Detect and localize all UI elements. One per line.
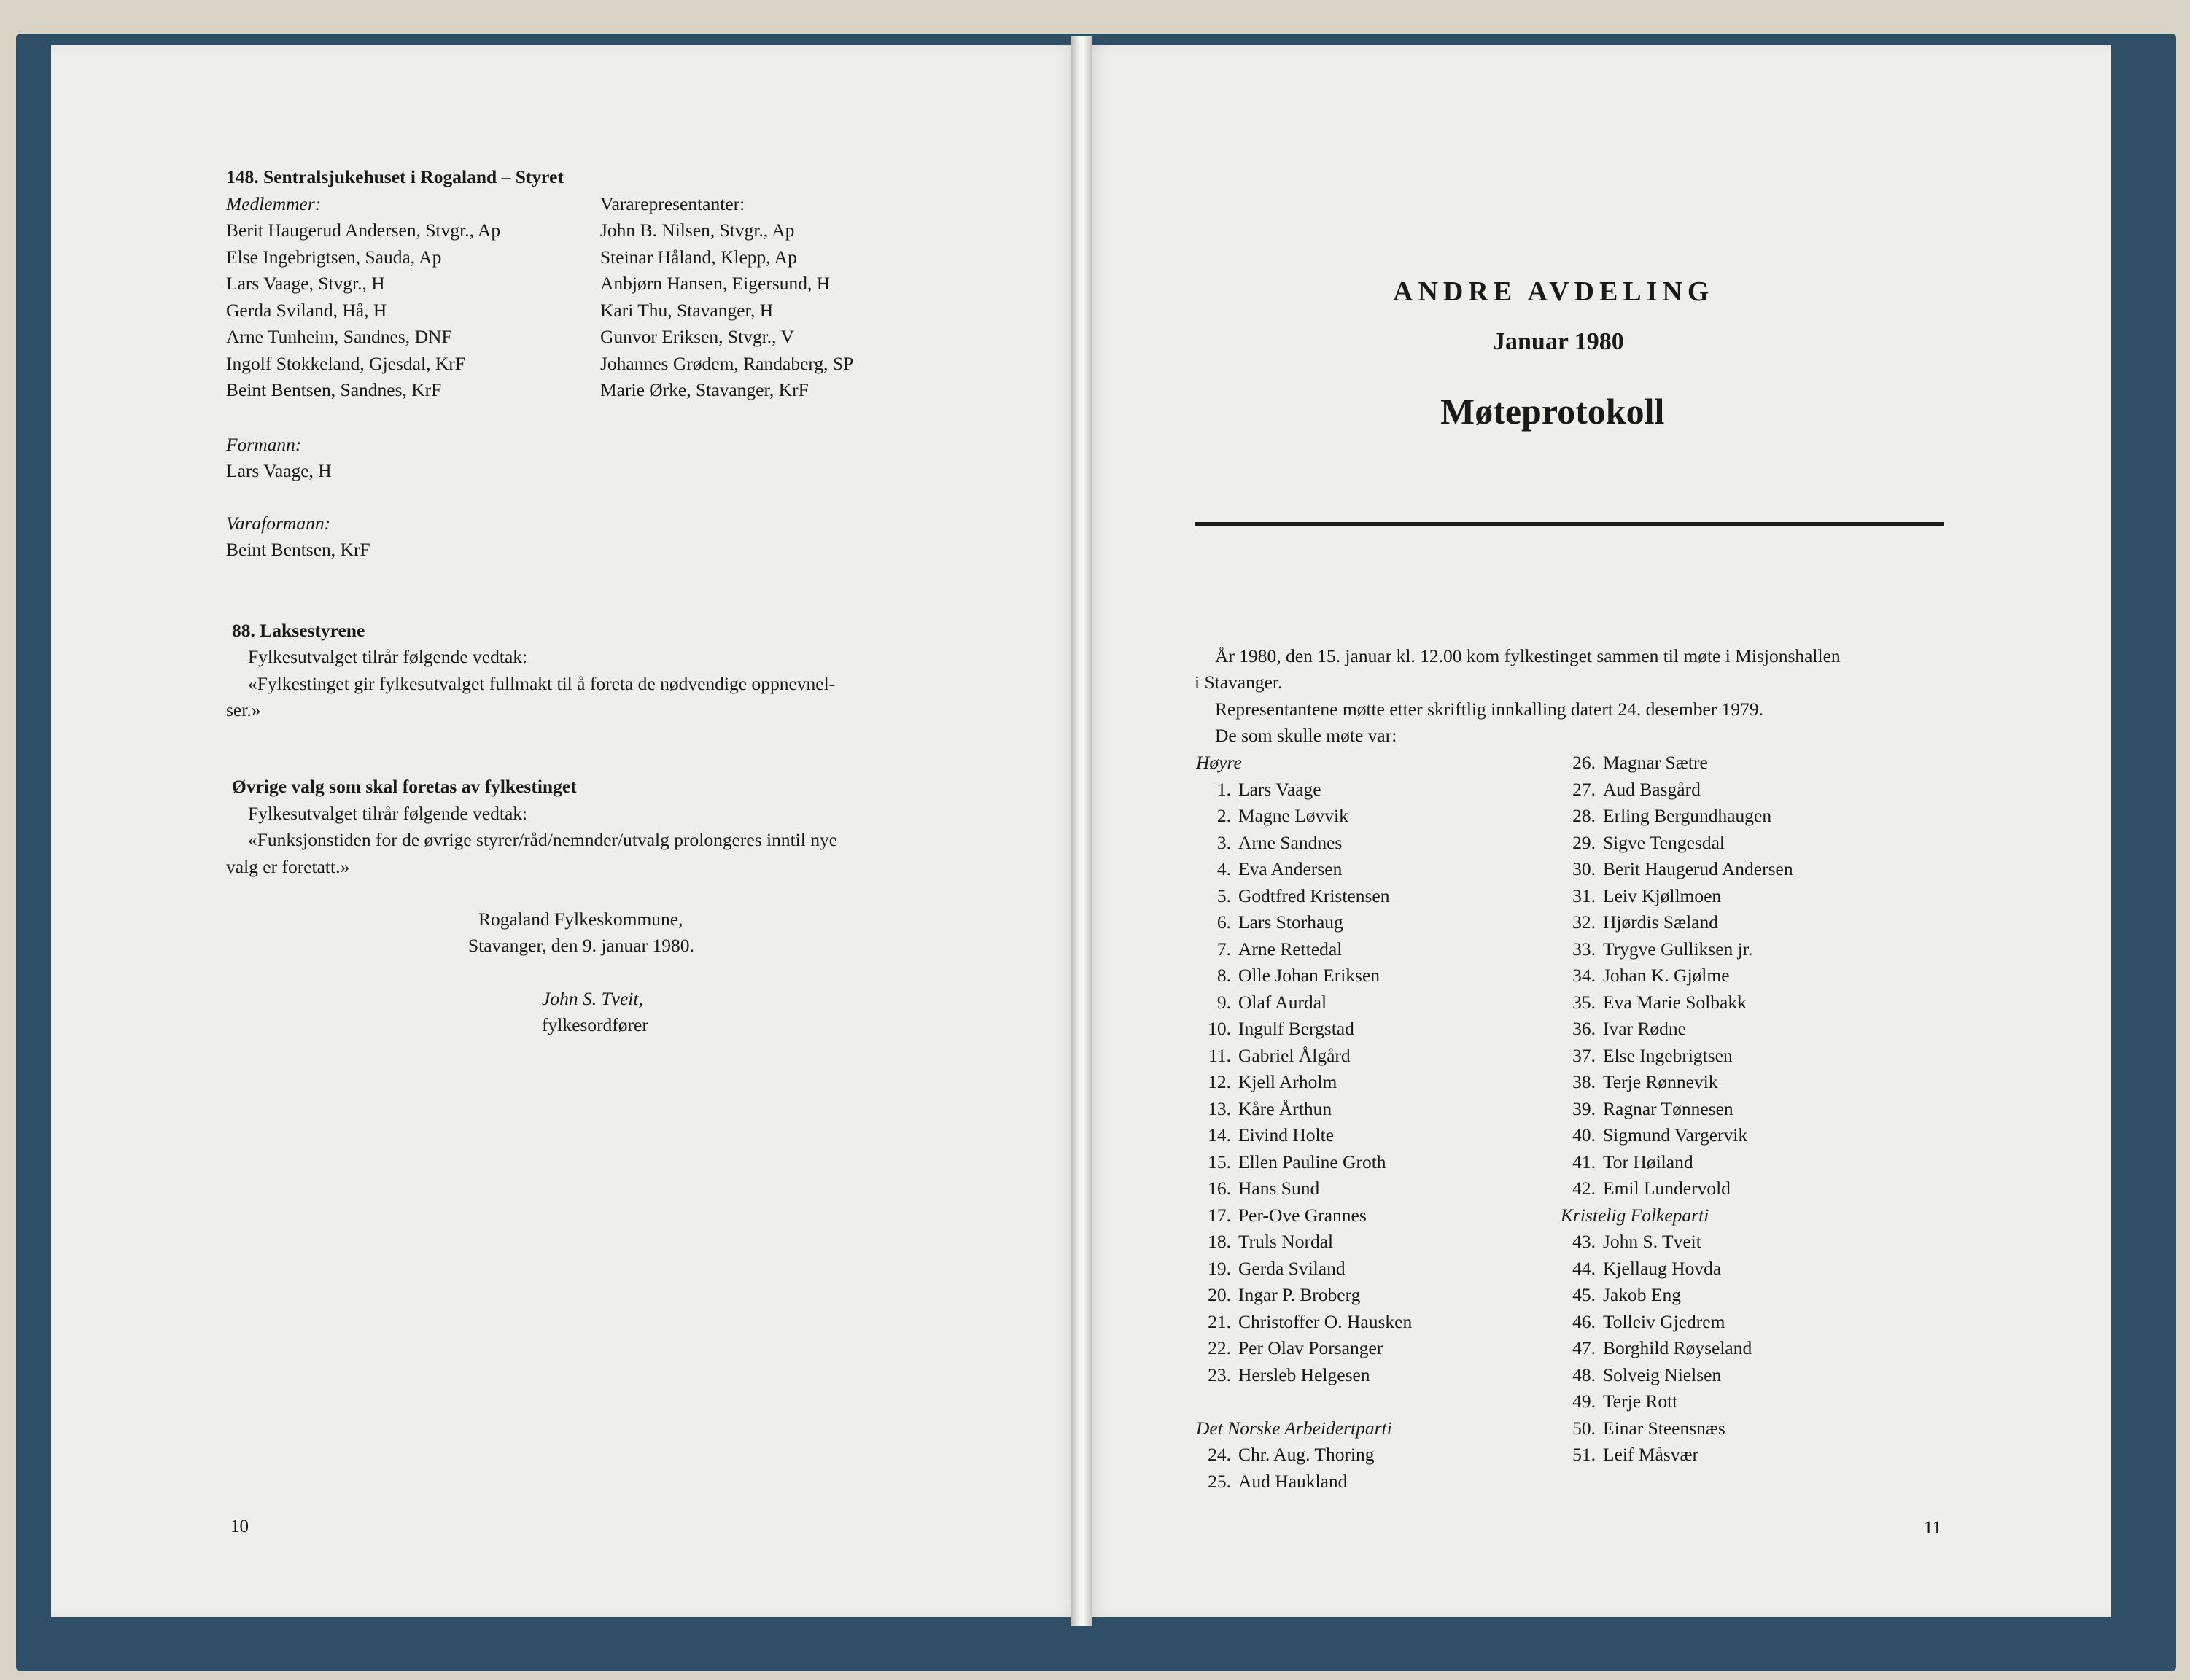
members-label: Medlemmer: bbox=[226, 193, 322, 214]
representative-row bbox=[1561, 1043, 1793, 1070]
member: Gerda Sviland, Hå, H bbox=[226, 299, 387, 321]
ovrige-line: valg er foretatt.» bbox=[226, 856, 350, 877]
representative-name: Leif Måsvær bbox=[1603, 1444, 1699, 1465]
representative-row bbox=[1561, 1442, 1793, 1469]
representative-name: Kjell Arholm bbox=[1238, 1071, 1337, 1092]
representative-row bbox=[1196, 777, 1412, 804]
representative-row bbox=[1561, 1149, 1793, 1176]
representative-number: 41. bbox=[1572, 1151, 1596, 1172]
representative-row bbox=[1196, 1202, 1412, 1229]
representative-number: 13. bbox=[1208, 1097, 1231, 1119]
representative-name: Hersleb Helgesen bbox=[1238, 1364, 1370, 1385]
representative-row bbox=[1196, 856, 1412, 883]
representative-row bbox=[1196, 1069, 1412, 1096]
representative-number: 36. bbox=[1572, 1018, 1596, 1039]
deputy: Marie Ørke, Stavanger, KrF bbox=[600, 379, 809, 400]
representative-number: 42. bbox=[1572, 1178, 1596, 1199]
section-heading: ANDRE AVDELING bbox=[1393, 276, 1715, 307]
representative-name: Kåre Årthun bbox=[1238, 1097, 1332, 1119]
representative-name: Eva Marie Solbakk bbox=[1603, 991, 1747, 1013]
book-spine bbox=[1071, 36, 1092, 1626]
representative-row bbox=[1196, 1043, 1412, 1070]
representative-number: 19. bbox=[1208, 1257, 1231, 1279]
representative-row bbox=[1561, 1069, 1793, 1096]
representative-name: Aud Basgård bbox=[1603, 778, 1701, 800]
representative-number: 35. bbox=[1572, 991, 1596, 1013]
representative-row bbox=[1561, 750, 1793, 777]
title-rule bbox=[1195, 522, 1944, 526]
representative-name: Arne Sandnes bbox=[1238, 831, 1343, 853]
representative-number: 22. bbox=[1208, 1337, 1231, 1358]
signature-date: Stavanger, den 9. januar 1980. bbox=[468, 935, 694, 956]
representative-row bbox=[1196, 962, 1412, 989]
deputy: Kari Thu, Stavanger, H bbox=[600, 299, 774, 321]
ovrige-title: Øvrige valg som skal foretas av fylkestinget bbox=[232, 776, 577, 797]
representative-number: 50. bbox=[1572, 1417, 1596, 1439]
representative-number: 16. bbox=[1208, 1178, 1231, 1199]
representative-row bbox=[1561, 830, 1793, 857]
representative-number: 31. bbox=[1572, 884, 1596, 906]
representative-row bbox=[1561, 1229, 1793, 1256]
spacer bbox=[1196, 1388, 1412, 1415]
representative-name: Gabriel Ålgård bbox=[1238, 1044, 1351, 1066]
document-title: Møteprotokoll bbox=[1440, 391, 1665, 432]
representative-row bbox=[1196, 936, 1412, 963]
representative-name: Ellen Pauline Groth bbox=[1238, 1151, 1386, 1172]
representative-number: 1. bbox=[1216, 778, 1231, 800]
signature-name: John S. Tveit, bbox=[542, 988, 643, 1009]
chair-name: Lars Vaage, H bbox=[226, 460, 332, 481]
representative-number: 47. bbox=[1572, 1337, 1596, 1358]
representative-number: 38. bbox=[1572, 1071, 1596, 1092]
representative-name: Olaf Aurdal bbox=[1238, 991, 1327, 1013]
representative-number: 4. bbox=[1216, 858, 1231, 879]
page-number-right: 11 bbox=[1924, 1518, 1942, 1538]
representative-name: Sigmund Vargervik bbox=[1603, 1124, 1748, 1146]
representative-row bbox=[1196, 1362, 1412, 1389]
representative-row bbox=[1561, 962, 1793, 989]
deputy: John B. Nilsen, Stvgr., Ap bbox=[600, 219, 795, 241]
representative-number: 30. bbox=[1572, 858, 1596, 879]
representative-name: Ragnar Tønnesen bbox=[1603, 1097, 1733, 1119]
representative-name: Arne Rettedal bbox=[1238, 938, 1343, 960]
intro-text: Representantene møtte etter skriftlig innkalling datert 24. desember 1979. bbox=[1215, 699, 1764, 720]
deputy: Steinar Håland, Klepp, Ap bbox=[600, 246, 797, 268]
representative-number: 10. bbox=[1208, 1018, 1231, 1039]
representative-name: Trygve Gulliksen jr. bbox=[1603, 938, 1753, 960]
deputy: Anbjørn Hansen, Eigersund, H bbox=[600, 273, 831, 294]
representative-row bbox=[1561, 856, 1793, 883]
representative-name: Erling Bergundhaugen bbox=[1603, 805, 1772, 826]
representative-name: Hjørdis Sæland bbox=[1603, 911, 1718, 933]
signature-org: Rogaland Fylkeskommune, bbox=[478, 909, 683, 930]
vice-chair-name: Beint Bentsen, KrF bbox=[226, 539, 370, 560]
page-number-left: 10 bbox=[230, 1517, 249, 1536]
representative-row bbox=[1561, 1282, 1793, 1309]
representative-name: Berit Haugerud Andersen bbox=[1603, 858, 1793, 879]
representative-row bbox=[1196, 1469, 1412, 1496]
representative-number: 7. bbox=[1216, 938, 1231, 960]
representative-name: Ingar P. Broberg bbox=[1238, 1284, 1361, 1305]
deputies-list bbox=[600, 217, 853, 404]
representative-row bbox=[1196, 989, 1412, 1016]
representative-row bbox=[1196, 1256, 1412, 1283]
laks-line: ser.» bbox=[226, 699, 261, 720]
representative-row bbox=[1561, 777, 1793, 804]
representative-row bbox=[1196, 909, 1412, 936]
representative-number: 3. bbox=[1216, 831, 1231, 853]
representative-row bbox=[1196, 1442, 1412, 1469]
deputies-label: Vararepresentanter: bbox=[600, 193, 745, 214]
representative-row bbox=[1196, 1016, 1412, 1043]
representative-number: 44. bbox=[1572, 1257, 1596, 1279]
chair-label: Formann: bbox=[226, 434, 302, 455]
representative-number: 17. bbox=[1208, 1204, 1231, 1226]
representative-number: 25. bbox=[1208, 1470, 1231, 1492]
members-list bbox=[226, 217, 500, 404]
representative-name: Eva Andersen bbox=[1238, 858, 1343, 879]
representative-row bbox=[1196, 1282, 1412, 1309]
representative-name: Christoffer O. Hausken bbox=[1238, 1310, 1413, 1332]
representative-number: 29. bbox=[1572, 831, 1596, 853]
representative-row bbox=[1196, 883, 1412, 910]
representative-name: Ivar Rødne bbox=[1603, 1018, 1687, 1039]
representative-row bbox=[1561, 1309, 1793, 1336]
representative-number: 9. bbox=[1216, 991, 1231, 1013]
representative-name: Aud Haukland bbox=[1238, 1470, 1348, 1492]
representative-number: 27. bbox=[1572, 778, 1596, 800]
representative-name: Borghild Røyseland bbox=[1603, 1337, 1752, 1358]
representative-number: 2. bbox=[1216, 805, 1231, 826]
ovrige-line: Fylkesutvalget tilrår følgende vedtak: bbox=[248, 803, 528, 824]
representative-number: 39. bbox=[1572, 1097, 1596, 1119]
signature-role: fylkesordfører bbox=[542, 1014, 648, 1035]
representative-name: Terje Rott bbox=[1603, 1391, 1678, 1412]
representative-row bbox=[1561, 989, 1793, 1016]
representative-row bbox=[1561, 1388, 1793, 1415]
representative-row bbox=[1561, 1256, 1793, 1283]
representative-number: 21. bbox=[1208, 1310, 1231, 1332]
representative-name: Else Ingebrigtsen bbox=[1603, 1044, 1733, 1066]
representative-number: 32. bbox=[1572, 911, 1596, 933]
representative-row bbox=[1561, 1415, 1793, 1442]
representatives-column-1 bbox=[1196, 750, 1412, 1495]
representative-name: Olle Johan Eriksen bbox=[1238, 965, 1381, 986]
representative-name: Truls Nordal bbox=[1238, 1231, 1334, 1252]
representative-name: Tolleiv Gjedrem bbox=[1603, 1310, 1725, 1332]
party-heading: Kristelig Folkeparti bbox=[1561, 1204, 1709, 1226]
month-heading: Januar 1980 bbox=[1493, 328, 1624, 355]
representative-name: Per-Ove Grannes bbox=[1238, 1204, 1367, 1226]
representative-row bbox=[1561, 1096, 1793, 1123]
deputy: Gunvor Eriksen, Stvgr., V bbox=[600, 326, 794, 347]
representative-row bbox=[1196, 1149, 1412, 1176]
section-title: 148. Sentralsjukehuset i Rogaland – Styret bbox=[226, 166, 564, 187]
representative-number: 51. bbox=[1572, 1444, 1596, 1465]
representative-row bbox=[1196, 1175, 1412, 1202]
representative-number: 40. bbox=[1572, 1124, 1596, 1146]
representative-row bbox=[1561, 936, 1793, 963]
representative-row bbox=[1561, 1122, 1793, 1149]
representative-row bbox=[1196, 830, 1412, 857]
representative-row bbox=[1561, 1175, 1793, 1202]
intro-text: i Stavanger. bbox=[1195, 672, 1283, 693]
representative-number: 8. bbox=[1216, 965, 1231, 986]
representative-name: Solveig Nielsen bbox=[1603, 1364, 1722, 1385]
member: Ingolf Stokkeland, Gjesdal, KrF bbox=[226, 352, 465, 374]
representative-name: Tor Høiland bbox=[1603, 1151, 1693, 1172]
deputy: Johannes Grødem, Randaberg, SP bbox=[600, 352, 854, 374]
representative-row bbox=[1561, 1016, 1793, 1043]
party-heading: Det Norske Arbeidertparti bbox=[1196, 1417, 1392, 1439]
representative-name: Eivind Holte bbox=[1238, 1124, 1335, 1146]
representative-name: Johan K. Gjølme bbox=[1603, 965, 1730, 986]
party-heading: Høyre bbox=[1196, 752, 1242, 773]
representative-name: Terje Rønnevik bbox=[1603, 1071, 1718, 1092]
intro-text: De som skulle møte var: bbox=[1215, 725, 1397, 746]
representative-number: 23. bbox=[1208, 1364, 1231, 1385]
representative-row bbox=[1196, 1122, 1412, 1149]
representative-number: 37. bbox=[1572, 1044, 1596, 1066]
representatives-column-2 bbox=[1561, 750, 1793, 1469]
laks-line: Fylkesutvalget tilrår følgende vedtak: bbox=[248, 646, 528, 667]
representative-number: 14. bbox=[1208, 1124, 1231, 1146]
representative-number: 26. bbox=[1572, 752, 1596, 773]
representative-number: 48. bbox=[1572, 1364, 1596, 1385]
representative-row bbox=[1196, 803, 1412, 830]
representative-name: Chr. Aug. Thoring bbox=[1238, 1444, 1375, 1465]
representative-number: 33. bbox=[1572, 938, 1596, 960]
representative-number: 43. bbox=[1572, 1231, 1596, 1252]
representative-number: 46. bbox=[1572, 1310, 1596, 1332]
member: Berit Haugerud Andersen, Stvgr., Ap bbox=[226, 219, 501, 241]
representative-number: 18. bbox=[1208, 1231, 1231, 1252]
representative-row bbox=[1196, 1335, 1412, 1362]
representative-row bbox=[1561, 909, 1793, 936]
laks-title: 88. Laksestyrene bbox=[232, 620, 365, 641]
representative-name: Magnar Sætre bbox=[1603, 752, 1708, 773]
representative-name: Kjellaug Hovda bbox=[1603, 1257, 1722, 1279]
representative-row bbox=[1196, 1229, 1412, 1256]
representative-name: Magne Løvvik bbox=[1238, 805, 1348, 826]
representative-name: Per Olav Porsanger bbox=[1238, 1337, 1383, 1358]
vice-chair-label: Varaformann: bbox=[226, 513, 331, 534]
representative-number: 15. bbox=[1208, 1151, 1231, 1172]
member: Beint Bentsen, Sandnes, KrF bbox=[226, 379, 442, 400]
representative-name: Hans Sund bbox=[1238, 1178, 1320, 1199]
member: Arne Tunheim, Sandnes, DNF bbox=[226, 326, 452, 347]
representative-number: 28. bbox=[1572, 805, 1596, 826]
representative-row bbox=[1561, 1362, 1793, 1389]
representative-name: Lars Vaage bbox=[1238, 778, 1321, 800]
representative-number: 49. bbox=[1572, 1391, 1596, 1412]
representative-name: Gerda Sviland bbox=[1238, 1257, 1346, 1279]
member: Else Ingebrigtsen, Sauda, Ap bbox=[226, 246, 442, 268]
representative-number: 6. bbox=[1216, 911, 1231, 933]
representative-row bbox=[1561, 883, 1793, 910]
member: Lars Vaage, Stvgr., H bbox=[226, 273, 385, 294]
representative-number: 45. bbox=[1572, 1284, 1596, 1305]
representative-name: Ingulf Bergstad bbox=[1238, 1018, 1354, 1039]
representative-number: 24. bbox=[1208, 1444, 1231, 1465]
representative-row bbox=[1561, 1335, 1793, 1362]
representative-row bbox=[1561, 803, 1793, 830]
representative-name: Emil Lundervold bbox=[1603, 1178, 1731, 1199]
ovrige-line: «Funksjonstiden for de øvrige styrer/råd/nemnder/utvalg prolongeres inntil nye bbox=[248, 829, 838, 850]
representative-number: 20. bbox=[1208, 1284, 1231, 1305]
representative-name: Godtfred Kristensen bbox=[1238, 884, 1390, 906]
intro-text: År 1980, den 15. januar kl. 12.00 kom fylkestinget sammen til møte i Misjonshallen bbox=[1215, 645, 1841, 666]
representative-row bbox=[1196, 1309, 1412, 1336]
representative-name: Jakob Eng bbox=[1603, 1284, 1681, 1305]
representative-number: 34. bbox=[1572, 965, 1596, 986]
representative-row bbox=[1196, 1096, 1412, 1123]
representative-number: 5. bbox=[1216, 884, 1231, 906]
representative-number: 12. bbox=[1208, 1071, 1231, 1092]
representative-name: Lars Storhaug bbox=[1238, 911, 1343, 933]
representative-name: Einar Steensnæs bbox=[1603, 1417, 1725, 1439]
representative-name: John S. Tveit bbox=[1603, 1231, 1701, 1252]
representative-name: Sigve Tengesdal bbox=[1603, 831, 1725, 853]
representative-number: 11. bbox=[1208, 1044, 1231, 1066]
laks-line: «Fylkestinget gir fylkesutvalget fullmakt til å foreta de nødvendige oppnevnel- bbox=[248, 673, 836, 694]
representative-name: Leiv Kjøllmoen bbox=[1603, 884, 1722, 906]
